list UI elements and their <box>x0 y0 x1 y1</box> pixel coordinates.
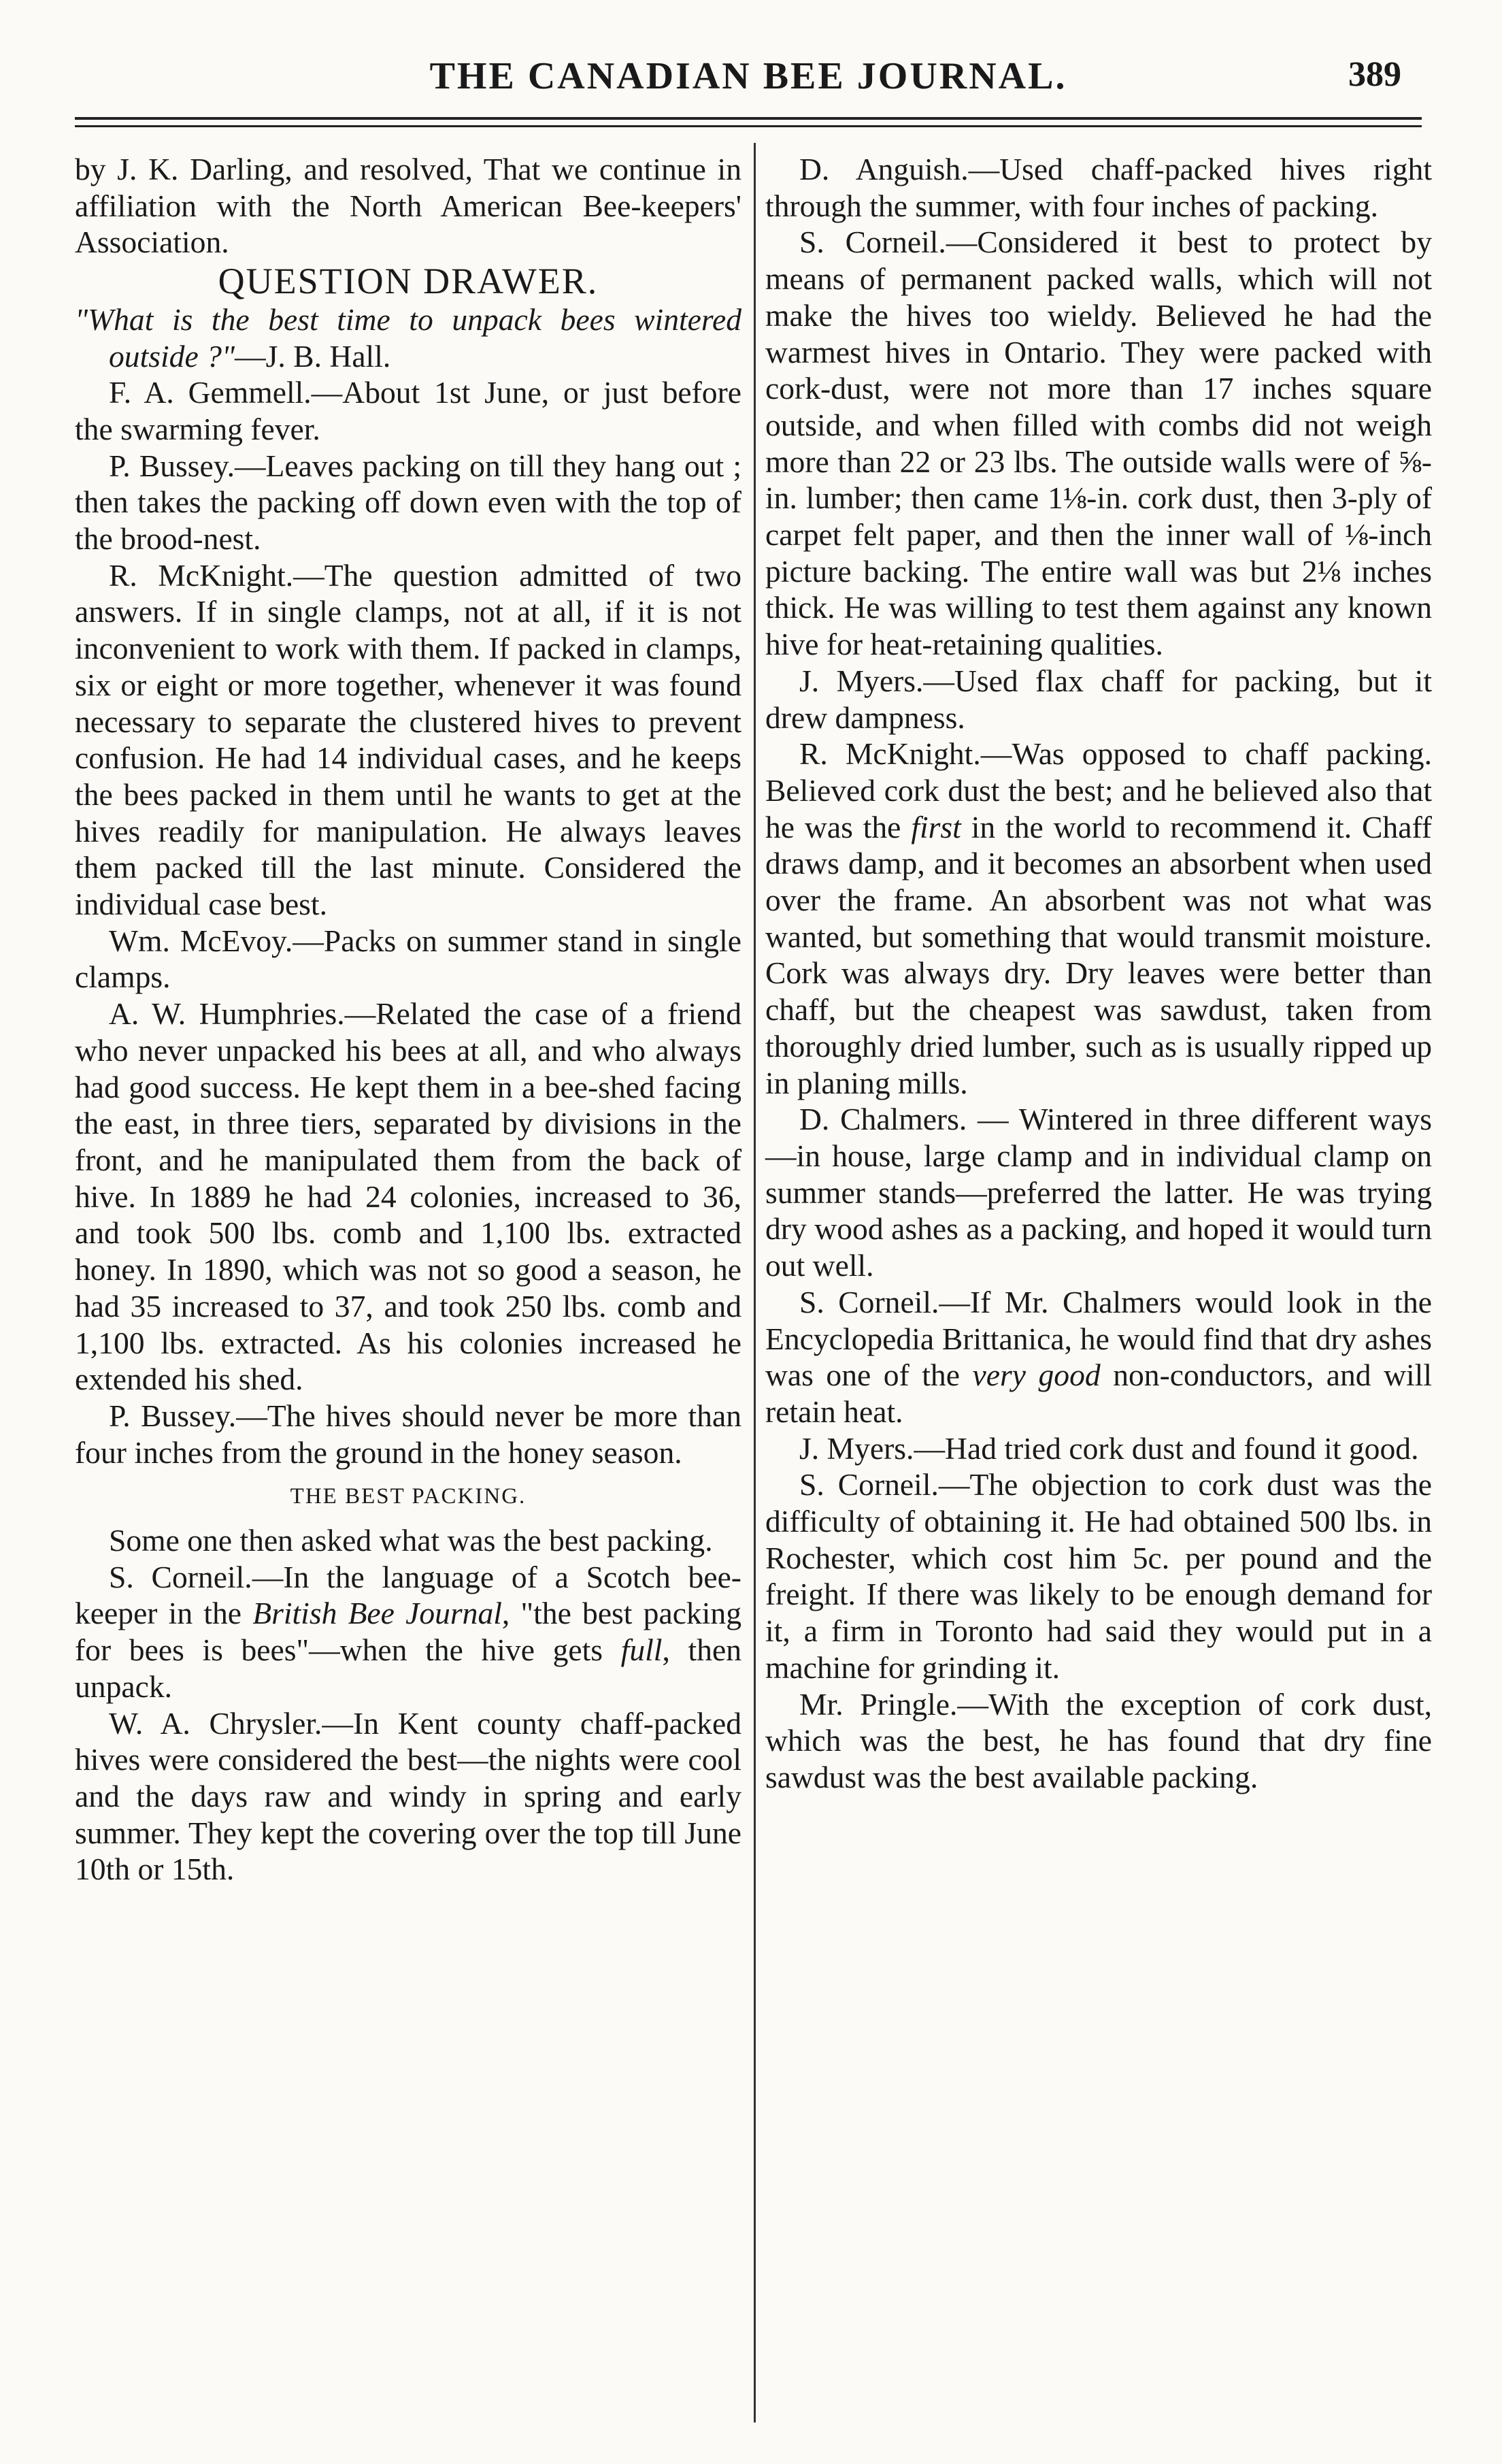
question-author: —J. B. Hall. <box>235 338 391 374</box>
italic-text: first <box>911 809 961 844</box>
paragraph: A. W. Humphries.—Related the case of a friend who never unpacked his bees at all, and who always had good success. He kept them in a bee-shed facing the east, in three tiers, separated by divisions in the front, and he manipulated them from the back of hive. In 1889 he had 24 colonies, increased to 36, and took 500 lbs. comb and 1,100 lbs. extracted honey. In 1890, which was not so good a season, he had 35 increased to 37, and took 250 lbs. comb and 1,100 lbs. extracted. As his colonies increased he extended his shed. <box>75 996 741 1397</box>
paragraph: F. A. Gemmell.—About 1st June, or just before the swarming fever. <box>75 375 741 446</box>
paragraph: P. Bussey.—Leaves packing on till they hang out ; then takes the packing off down even with the top of the brood-nest. <box>75 448 741 557</box>
paragraph: by J. K. Darling, and resolved, That we continue in affiliation with the North American Bee-keepers' Association. <box>75 152 741 260</box>
paragraph: D. Anguish.—Used chaff-packed hives right through the summer, with four inches of packing. <box>765 152 1432 223</box>
paragraph: J. Myers.—Used flax chaff for packing, but it drew dampness. <box>765 663 1432 735</box>
page-number: 389 <box>1348 55 1401 94</box>
italic-text: British Bee Journal <box>252 1596 502 1631</box>
paragraph: R. McKnight.—Was opposed to chaff packing. Believed cork dust the best; and he believed also that he was the first in the world to recommend it. Chaff draws damp, and it becomes an absorbent when used over the frame. An absorbent was not what was wanted, but something that would transmit moisture. Cork was always dry. Dry leaves were better than chaff, but the cheapest was sawdust, taken from thoroughly dried lumber, such as is usually ripped up in planing mills. <box>765 736 1432 1100</box>
paragraph: S. Corneil.—The objection to cork dust was the difficulty of obtaining it. He had obtained 500 lbs. in Rochester, which cost him 5c. per pound and the freight. If there was likely to be enough demand for it, a firm in Toronto had said they would put in a machine for grinding it. <box>765 1467 1432 1685</box>
paragraph: S. Corneil.—If Mr. Chalmers would look in the Encyclopedia Brittanica, he would find that dry ashes was one of the very good non-conductors, and will retain heat. <box>765 1284 1433 1429</box>
header-rule-bottom <box>75 125 1422 127</box>
paragraph: R. McKnight.—The question admitted of two answers. If in single clamps, not at all, if it is not inconvenient to work with them. If packed in clamps, six or eight or more together, whenever it was found necessary to separate the clustered hives to prevent confusion. He had 14 individual cases, and he keeps the bees packed in them until he wants to get at the hives readily for manipulation. He always leaves them packed till the last minute. Considered the individual case best. <box>75 557 741 922</box>
page-header <box>75 54 1422 109</box>
paragraph: W. A. Chrysler.—In Kent county chaff-packed hives were considered the best—the nights were cool and the days raw and windy in spring and early summer. They kept the covering over the top till June 10th or 15th. <box>75 1705 741 1887</box>
right-column <box>765 151 1432 1796</box>
paragraph: Wm. McEvoy.—Packs on summer stand in single clamps. <box>75 923 741 995</box>
paragraph: J. Myers.—Had tried cork dust and found it good. <box>799 1430 1419 1466</box>
paragraph: Some one then asked what was the best packing. <box>109 1523 713 1558</box>
paragraph: Mr. Pringle.—With the exception of cork dust, which was the best, he has found that dry fine sawdust was the best available packing. <box>765 1686 1432 1794</box>
header-rule-top <box>75 117 1422 120</box>
italic-text: full <box>620 1632 663 1668</box>
left-column <box>75 151 741 1888</box>
section-heading-question-drawer: QUESTION DRAWER. <box>218 261 599 302</box>
paragraph: S. Corneil.—Considered it best to protect by means of permanent packed walls, which will not make the hives too wieldy. Believed he had the warmest hives in Ontario. They were packed with cork-dust, were not more than 17 inches square outside, and when filled with combs did not weigh more than 22 or 23 lbs. The outside walls were of ⅝-in. lumber; then came 1⅛-in. cork dust, then 3-ply of carpet felt paper, and then the inner wall of ⅛-inch picture backing. The entire wall was but 2⅛ inches thick. He was willing to test them against any known hive for heat-retaining qualities. <box>765 225 1432 662</box>
paragraph: D. Chalmers. — Wintered in three different ways—in house, large clamp and in individual clamp on summer stands—preferred the latter. He was trying dry wood ashes as a packing, and hoped it would turn out well. <box>765 1102 1432 1283</box>
column-divider <box>754 143 756 2422</box>
question <box>75 301 741 374</box>
question-text: "What is the best time to unpack bees wintered outside ?" <box>75 301 741 374</box>
journal-title: THE CANADIAN BEE JOURNAL. <box>429 55 1067 97</box>
paragraph: S. Corneil.—In the language of a Scotch bee-keeper in the British Bee Journal, "the best packing for bees is bees"—when the hive gets full, then unpack. <box>75 1559 741 1704</box>
italic-text: very good <box>972 1358 1101 1393</box>
section-subheading-best-packing: THE BEST PACKING. <box>290 1484 527 1509</box>
paragraph: P. Bussey.—The hives should never be more than four inches from the ground in the honey season. <box>75 1398 741 1470</box>
